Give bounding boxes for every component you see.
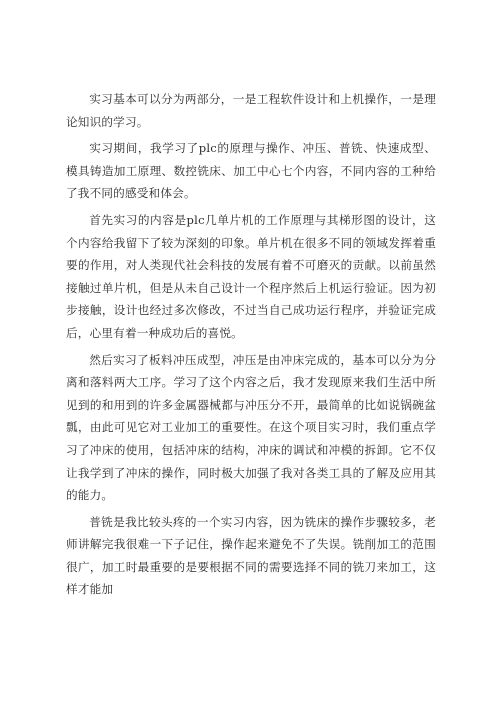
- paragraph-2: 实习期间，我学习了plc的原理与操作、冲压、普铣、快速成型、模具铸造加工原理、数控铣床、加工中心七个内容，不同内容的工种给了我不同的感受和体会。: [66, 141, 436, 201]
- paragraph-3: 首先实习的内容是plc几单片机的工作原理与其梯形图的设计，这个内容给我留下了较为深刻的印象。单片机在很多不同的领域发挥着重要的作用，对人类现代社会科技的发展有着不可磨灭的贡献。以前虽然接触过单片机，但是从未自己设计一个程序然后上机运行验证。因为初步接触，设计也经过多次修改，不过当自己成功运行程序，并验证完成后，心里有着一种成功后的喜悦。: [66, 212, 436, 340]
- paragraph-5: 普铣是我比较头疼的一个实习内容，因为铣床的操作步骤较多，老师讲解完我很难一下子记住，操作起来避免不了失误。铣削加工的范围很广，加工时最重要的是要根据不同的需要选择不同的铣刀来加工，这样才能加: [66, 514, 436, 597]
- paragraph-1: 实习基本可以分为两部分，一是工程软件设计和上机操作，一是理论知识的学习。: [66, 92, 436, 129]
- document-body: [66, 88, 436, 605]
- paragraph-4: 然后实习了板料冲压成型，冲压是由冲床完成的，基本可以分为分离和落料两大工序。学习了这个内容之后，我才发现原来我们生活中所见到的和用到的许多金属器械都与冲压分不开，最简单的比如说锅碗盆瓢，由此可见它对工业加工的重要性。在这个项目实习时，我们重点学习了冲床的使用，包括冲床的结构，冲床的调试和冲模的拆卸。它不仅让我学到了冲床的操作，同时极大加强了我对各类工具的了解及应用其的能力。: [66, 352, 436, 503]
